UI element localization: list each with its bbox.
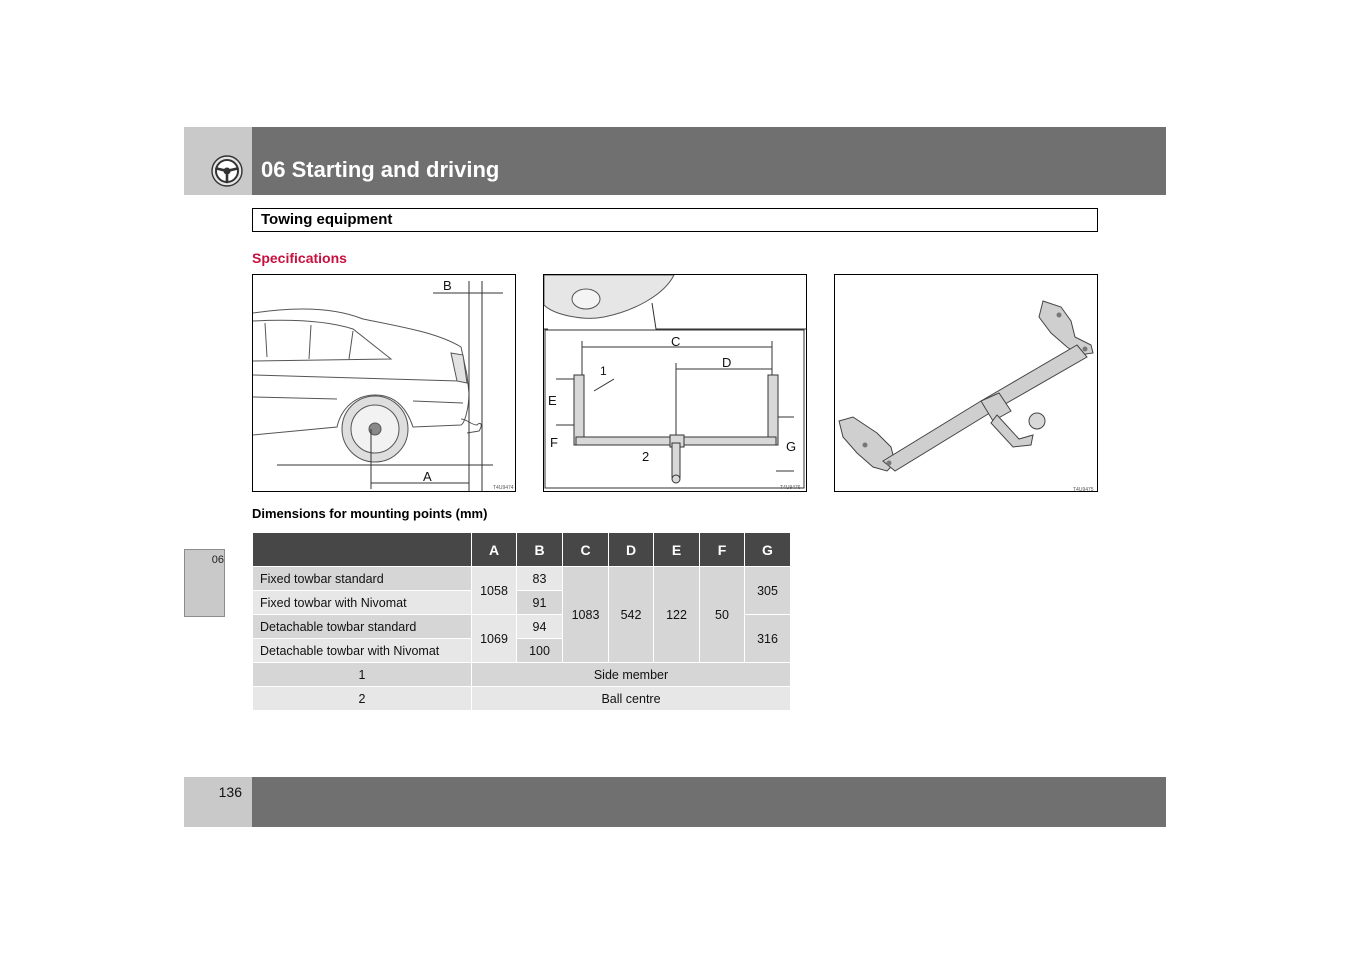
column-header	[253, 533, 472, 567]
cell-c: 1083	[563, 567, 609, 663]
figure-label: F	[550, 435, 558, 450]
dimensions-table	[252, 532, 791, 711]
figure-label: D	[722, 355, 732, 370]
figure-label: B	[443, 278, 452, 293]
row-label: Detachable towbar standard	[253, 615, 472, 639]
figure-code: T4U9474	[493, 485, 514, 491]
page-number: 136	[218, 784, 242, 800]
cell-d: 542	[609, 567, 654, 663]
chapter-title: 06 Starting and driving	[261, 157, 500, 182]
figure-car-side-view	[252, 274, 516, 492]
side-tab-label: 06	[211, 554, 224, 566]
figure-mounting-points	[543, 274, 807, 492]
table-caption: Dimensions for mounting points (mm)	[252, 506, 488, 521]
cell-g: 316	[745, 615, 791, 663]
cell-a: 1069	[472, 615, 517, 663]
column-header: A	[472, 533, 517, 567]
column-header: D	[609, 533, 654, 567]
figure-label: 2	[642, 449, 650, 464]
cell-b: 83	[517, 567, 563, 591]
cell-g: 305	[745, 567, 791, 615]
steering-wheel-icon	[211, 155, 243, 187]
footer-bar	[252, 777, 1166, 827]
table-row	[253, 567, 791, 591]
figure-code: T4U9476	[780, 485, 801, 491]
figure-towbar-perspective	[834, 274, 1098, 492]
cell-b: 94	[517, 615, 563, 639]
row-label: Detachable towbar with Nivomat	[253, 639, 472, 663]
cell-b: 100	[517, 639, 563, 663]
row-label: Fixed towbar with Nivomat	[253, 591, 472, 615]
figure-code: T4U9475	[1073, 487, 1094, 491]
column-header: E	[654, 533, 700, 567]
note-text: Ball centre	[472, 687, 791, 711]
table-header-row	[253, 533, 791, 567]
note-row	[253, 687, 791, 711]
column-header: C	[563, 533, 609, 567]
cell-f: 50	[700, 567, 745, 663]
figure-label: 1	[600, 364, 607, 378]
chapter-side-tab	[184, 549, 225, 617]
note-number: 1	[253, 663, 472, 687]
cell-a: 1058	[472, 567, 517, 615]
cell-e: 122	[654, 567, 700, 663]
cell-b: 91	[517, 591, 563, 615]
figure-label: C	[671, 334, 681, 349]
note-row	[253, 663, 791, 687]
column-header: G	[745, 533, 791, 567]
note-text: Side member	[472, 663, 791, 687]
figure-label: G	[786, 439, 797, 454]
row-label: Fixed towbar standard	[253, 567, 472, 591]
note-number: 2	[253, 687, 472, 711]
section-title: Towing equipment	[261, 211, 393, 228]
subheading-specifications: Specifications	[252, 250, 347, 266]
figure-label: E	[548, 393, 557, 408]
figure-label: A	[423, 469, 432, 484]
column-header: B	[517, 533, 563, 567]
column-header: F	[700, 533, 745, 567]
section-header	[252, 208, 1098, 232]
